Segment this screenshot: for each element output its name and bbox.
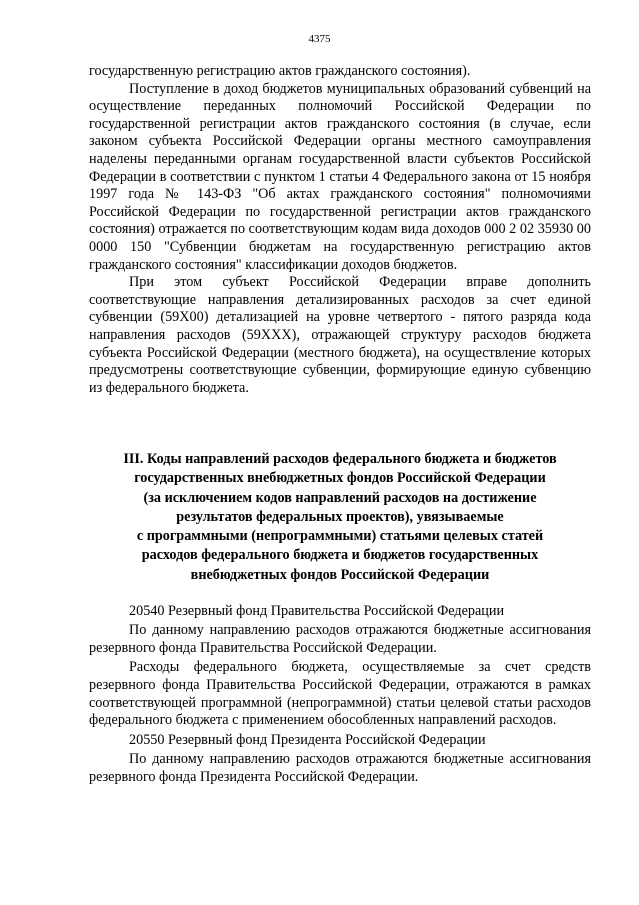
paragraph-subvention-revenue: Поступление в доход бюджетов муниципальных образований субвенций на осуществление переданных полномочий Российской Федерации по государственной регистрации актов гражданского состояния (в случае, если законом субъекта Российской Федерации органы местного самоуправления наделены переданными органам государственной власти субъектов Российской Федерации в соответствии с пунктом 1 статьи 4 Федерального закона от 15 ноября 1997 года № 143-ФЗ "Об актах гражданского состояния" полномочиями Российской Федерации по государственной регистрации актов гражданского состояния) отражается по соответствующим кодам вида доходов 000 2 02 35930 00 0000 150 "Субвенции бюджетам на государственную регистрацию актов гражданского состояния" классификации доходов бюджетов. (89, 80, 591, 273)
section-heading-line-7: внебюджетных фондов Российской Федерации (190, 566, 490, 583)
section-heading-line-4: результатов федеральных проектов), увязываемые (176, 508, 504, 525)
section-heading-line-6: расходов федерального бюджета и бюджетов государственных (141, 547, 539, 564)
section-spacer (89, 397, 591, 450)
section-heading-line-1: III. Коды направлений расходов федерального бюджета и бюджетов (123, 451, 557, 468)
paragraph-detailing-rights: При этом субъект Российской Федерации вправе дополнить соответствующие направления детализированных расходов за счет единой субвенции (59Х00) детализацией на уровне четвертого - пятого разряда кода направления расходов (59ХХХ), отражающей структуру расходов бюджета субъекта Российской Федерации (местного бюджета), на осуществление которых предусмотрены соответствующие субвенции, формирующие единую субвенцию из федерального бюджета. (89, 274, 591, 396)
continuation-line: государственную регистрацию актов гражданского состояния). (89, 63, 471, 79)
section-heading (89, 450, 591, 584)
page-body (89, 63, 591, 787)
item-20540-paragraph-1: По данному направлению расходов отражаются бюджетные ассигнования резервного фонда Правительства Российской Федерации. (89, 622, 591, 656)
section-heading-line-2: государственных внебюджетных фондов Российской Федерации (134, 470, 546, 487)
item-title-20540: 20540 Резервный фонд Правительства Российской Федерации (129, 602, 505, 619)
section-heading-line-3: (за исключением кодов направлений расходов на достижение (143, 489, 537, 506)
item-20540-paragraph-2: Расходы федерального бюджета, осуществляемые за счет средств резервного фонда Правительства Российской Федерации, отражаются в рамках соответствующей программной (непрограммной) статьи целевой статьи расходов федерального бюджета с применением обособленных направлений расходов. (89, 659, 591, 729)
heading-spacer (89, 585, 591, 603)
item-title-20550: 20550 Резервный фонд Президента Российской Федерации (129, 731, 486, 748)
item-20550-paragraph-1: По данному направлению расходов отражаются бюджетные ассигнования резервного фонда Президента Российской Федерации. (89, 751, 591, 786)
section-heading-line-5: с программными (непрограммными) статьями целевых статей (136, 528, 544, 545)
page-number: 4375 (308, 33, 331, 45)
